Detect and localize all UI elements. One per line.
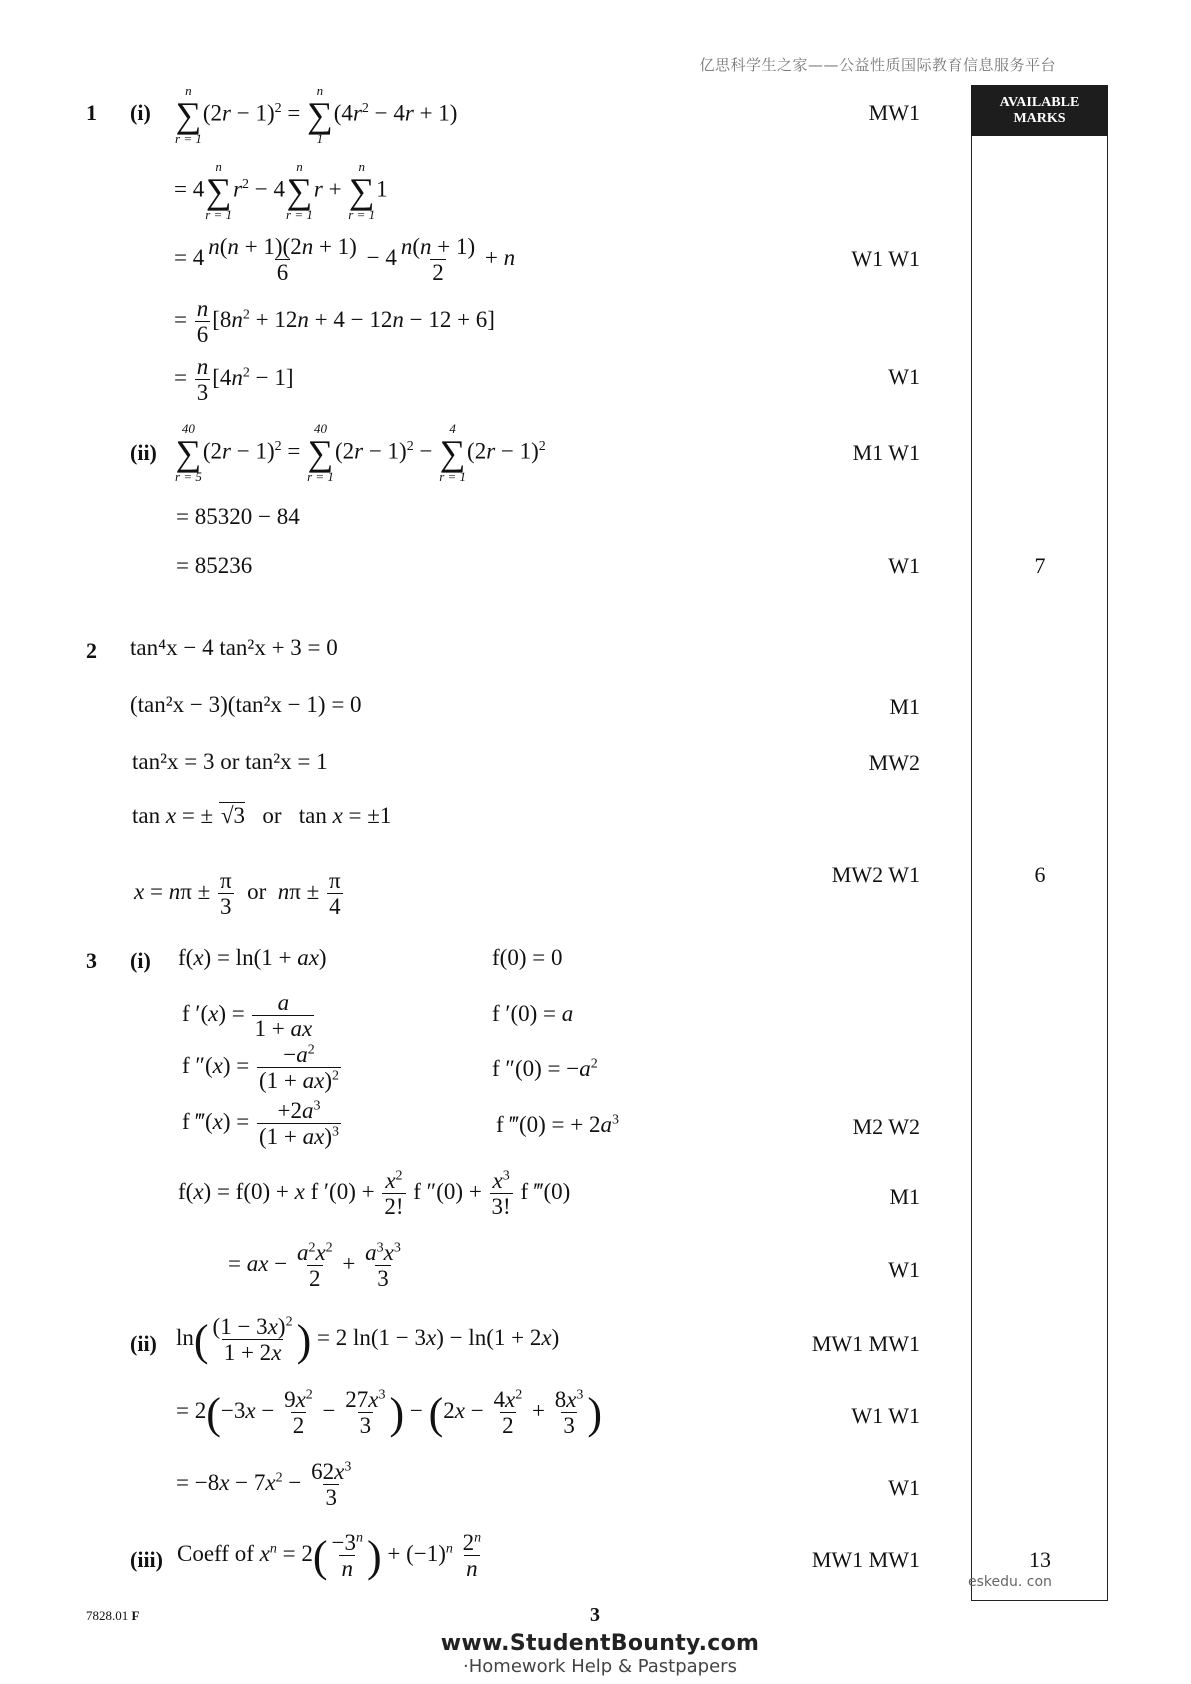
q3-f0: f(0) = 0 [492, 945, 563, 970]
q1-mark-2: W1 W1 [851, 246, 920, 271]
q3-part-ii-line-3: = $-8x - 7x^2$ − $\frac{62x^3}{3}$ [176, 1459, 352, 1511]
small-watermark: eskedu. con [968, 1574, 1052, 1590]
q1-total: 7 [1034, 553, 1046, 578]
page-number: 3 [590, 1604, 600, 1626]
q3-mark-3: W1 [888, 1257, 920, 1282]
q3-mark-7: MW1 MW1 [811, 1547, 920, 1572]
site-header-text: 亿思科学生之家——公益性质国际教育信息服务平台 [699, 56, 1056, 74]
available-marks-column [971, 85, 1108, 1601]
paper-code [86, 1608, 139, 1624]
q3-f1-def: f ′(x) = $\frac{a}{1 + ax}$ [182, 990, 313, 1042]
q1-line-5: = $\frac{n}{3}$ $[4n^2 - 1]$ [174, 354, 294, 406]
question-1-number: 1 [86, 100, 97, 125]
question-3-number: 3 [86, 948, 97, 973]
q1-line-2: = 4 n ∑ r = 1 $r^2 - 4$ n ∑ r = 1 r + n ∑ r = 1 1 [174, 159, 388, 223]
q3-mark-4: MW1 MW1 [811, 1331, 920, 1356]
q2-line-5: x = nπ ± $\frac{\pi}{3}$ or nπ ± $\frac{\pi}{4}$ [134, 868, 341, 920]
q1-mark-4: M1 W1 [852, 440, 920, 465]
q3-f2-def: f ″(x) = $\frac{-a^2}{(1 + ax)^2}$ [182, 1042, 340, 1094]
q3-part-iii-line-1: Coeff of $x^n = 2$( $\frac{-3^n}{n}$ ) + $(-1)^n$ $\frac{2^n}{n}$ [177, 1530, 482, 1582]
q3-total: 13 [1029, 1547, 1051, 1572]
q2-mark-2: MW2 [868, 750, 920, 775]
marks-heading-line2: MARKS [1013, 111, 1066, 126]
q1-line-7: = 85236 [176, 553, 253, 578]
q3-part-ii-line-2: = 2(−3x − $\frac{9x^2}{2}$ − $\frac{27x^3}{3}$ ) − (2x − $\frac{4x^2}{2}$ + $\frac{8x^3}{3}$ ) [176, 1387, 603, 1439]
q3-mark-5: W1 W1 [851, 1403, 920, 1428]
q3-mark-6: W1 [888, 1475, 920, 1500]
question-3-part-ii: (ii) [130, 1331, 157, 1356]
q3-part-ii-line-1: ln( $\frac{(1 - 3x)^2}{1 + 2x}$ ) = 2 ln(1 − 3x) − ln(1 + 2x) [176, 1314, 560, 1366]
q3-f2-0: f $''(0) = -a^2$ [492, 1056, 598, 1081]
q3-mark-1: M2 W2 [852, 1114, 920, 1139]
watermark-tagline: ·Homework Help & Pastpapers [463, 1656, 737, 1677]
coeff-label: Coeff of [177, 1541, 254, 1567]
q2-line-1: tan⁴x − 4 tan²x + 3 = 0 [130, 635, 338, 660]
q2-total: 6 [1034, 862, 1046, 887]
paper-code-number: 7828.01 [86, 1608, 129, 1623]
q2-line-2: (tan²x − 3)(tan²x − 1) = 0 [130, 692, 362, 717]
q3-f1-0: f ′(0) = a [492, 1001, 574, 1026]
q1-line-3: = 4 $\frac{n(n + 1)(2n + 1)}{6}$ − 4 $\frac{n(n + 1)}{2}$ + n [174, 234, 516, 286]
question-2-number: 2 [86, 638, 97, 663]
watermark-url[interactable]: www.StudentBounty.com [440, 1631, 760, 1656]
q1-line-6: = 85320 − 84 [176, 504, 300, 529]
q3-maclaurin: f(x) = f(0) + x f ′(0) + $\frac{x^2}{2!}$ f ″(0) + $\frac{x^3}{3!}$ f ‴(0) [178, 1168, 571, 1220]
q3-f3-0: f ‴(0) = + $2a^3$ [496, 1112, 619, 1137]
question-3-part-i: (i) [130, 948, 151, 973]
q2-mark-3: MW2 W1 [831, 862, 920, 887]
question-1-part-i: (i) [130, 100, 151, 125]
q2-line-3: tan²x = 3 or tan²x = 1 [132, 749, 328, 774]
question-3-part-iii: (iii) [130, 1547, 163, 1572]
q2-mark-1: M1 [889, 694, 920, 719]
q3-f3-def: f ‴(x) = $\frac{+2a^3}{(1 + ax)^3}$ [182, 1098, 340, 1150]
q2-line-4: tan x = ± √3 or tan x = ±1 [132, 803, 392, 828]
q1-line-4: = $\frac{n}{6}$ $[8n^2 + 12n + 4 - 12n - 12 + 6]$ [174, 296, 495, 348]
q3-series-result: = ax − $\frac{a^2x^2}{2}$ + $\frac{a^3x^3}{3}$ [228, 1240, 401, 1292]
q1-line-1: n ∑ r = 1 $(2r - 1)^2$ = n ∑ 1 $(4r^2 - 4r + 1)$ [175, 83, 458, 147]
studentbounty-watermark[interactable] [440, 1632, 760, 1678]
question-1-part-ii: (ii) [130, 440, 157, 465]
q1-mark-1: MW1 [868, 100, 920, 125]
q1-mark-5: W1 [888, 553, 920, 578]
q1-mark-3: W1 [888, 364, 920, 389]
q1-part-ii-line-1: 40 ∑ r = 5 $(2r - 1)^2$ = 40 ∑ r = 1 $(2r - 1)^2$ − 4 ∑ r = 1 $(2r - 1)^2$ [175, 421, 546, 485]
available-marks-heading [971, 85, 1108, 136]
paper-code-suffix: F [131, 1608, 140, 1623]
marks-heading-line1: AVAILABLE [999, 95, 1080, 110]
q3-f-def: f(x) = ln(1 + ax) [178, 945, 327, 970]
q3-mark-2: M1 [889, 1184, 920, 1209]
